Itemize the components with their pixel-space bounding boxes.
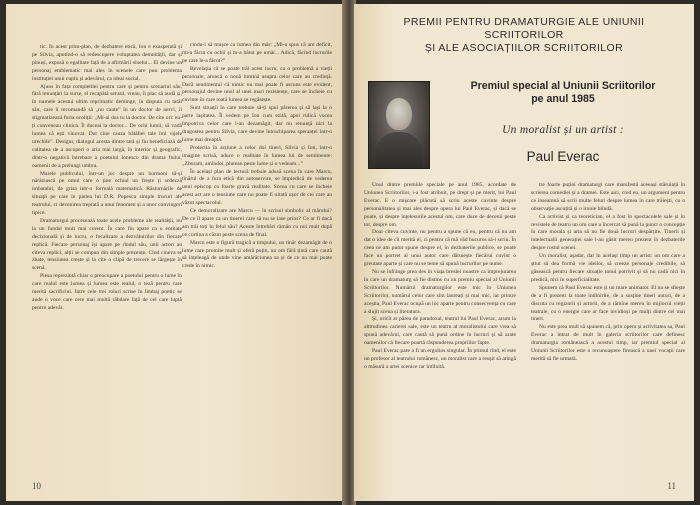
paragraph: Și, oricît ar părea de paradoxal, teatrul lui Paul Everac, acum la altitudinea carierei sale, este un teatru al moralistului care vrea să spună adevărul, care caută să pună ordine în lucruri și să arate oamenilor că fiecare poartă răspunderea propriilor fapte. [364,316,516,347]
paragraph: Paul Everac pare a fi un ergolios singular. În primul rînd, el este un profesor al teatrului românesc, un moralist care a reușit să atingă o măsură a artei scenice rar întîlnită. [364,348,516,370]
paragraph: Doar cîteva cuvinte, nu pentru a spune că eu, pentru că nu am dat o idee de cît merită el, ci pentru că mă văd bucuros să-i scriu. În ceea ce am putut spune despre el, în dezbaterile publice, se poate face un portret al unui autor care dăruiește fiecărui cuvînt o greutate aparte și care nu se teme să spună lucrurilor pe nume. [364,229,516,268]
award-line-2: pe anul 1985 [531,93,595,105]
page-number-right: 11 [667,481,676,491]
paragraph: Proiectia în acțiune a celor doi tineri, Silvia și Ion, într-o imagine scrisă, aduce o realitate în lumea lui de sentimente: „Zburam, amîndoi, plutean peste lume și o vedeam...” [182,144,332,167]
page-header [368,16,680,55]
author-name: Paul Everac [526,149,600,164]
paragraph: Ce demoralizare are Marcu — în scrisul simbolic al mărului? De ce îl apare ca un tinerel care să nu se lase prins? Ce ar fi dacă am trăi toți în felul său? Aceste întrebări rămân cu noi mult după ce cortina a căzut peste scena de final. [182,208,332,238]
paragraph: Ca activist și ca teoretician, el a fost în spectacolele sale și în revistele de teatru un om care a încercat să pună la punct o concepție în care morala și arta să nu fie două lucruri despărțite. Tinerii și intelectualii generației sale l-au găsit mereu prezent în dezbaterile despre rostul scenei. [531,213,685,252]
paragraph: Sunt situații în care trebuie să-ți spui părerea și să lași la o parte lașitatea. Îl vedem pe Ion cum ezită, apoi ridică vocea împotriva celor care l-au dezamăgit, dar nu renunță nici la dragostea pentru Silvia, care devine întruchiparea speranței într-o lume mai dreaptă. [182,105,332,143]
paragraph: Dramaturgul procesează toate acele probleme ale realității, nu la un fundal mult mai curent. În care fiu apare ca o entitate decizională și de lucru, o focalizare a dezvăluirilor din fiecare replică. Fiecare personaj își apare pe rîndul său, unii actori au cîteva replici, alții se compun din simple prezențe. Cînd cineva se zbate, tensiunea crește și la cîte o clipă de trecere se lărgește în scenă. [32,217,182,272]
paragraph: tic. În acest prim-plan, de dezbatere etică, Ion e exasperată și pe Silvia, aputînd-o să redescopere voluptatea demnității, dar și pînuși, expusă o egalitate față de a afirmării sinelui... El devine un personaj emblematic mai ales în scenele care pun problema instituției unui cuplu și adevărul, ca ideal social. [32,44,182,82]
paragraph: tre foarte puțini dramaturgi care manifestă aceeași stăruință în scrierea comediei și a dramei. Este aici, cred eu, un argument pentru ce înseamnă să scrii multe feluri despre lumea în care trăiești, cu o observație ascuțită și o ironie blîndă. [531,182,685,212]
paragraph: Nu este prea mult să spunem că, prin opera și activitatea sa, Paul Everac a intrat de mult în galeria scriitorilor care definesc dramaturgia românească a acestui timp, iar premiul special al Uniunii Scriitorilor este o recunoaștere firească a unei vocații care merită să fie urmată. [531,324,685,362]
paragraph: Piesa reprezintă chiar o preocupare a poetului pentru o lume în care realul este lumea și lumea este realul, o teză pentru care merită sacrificiul. Intre cele trei roluri scrise în limbaj poetic se aude o voce care cere mai multă răbdare față de cel care luptă pentru adevăr. [32,273,182,311]
award-line-1: Premiul special al Uniunii Scriitorilor [470,80,656,92]
award-title [438,80,688,106]
right-page [354,4,694,501]
portrait-shoulders [375,132,423,168]
portrait-face [386,98,412,130]
left-page [6,4,344,501]
paragraph: Un moralist, așadar, dar în același timp un artist: un om care a știut să dea formă vie ideilor, să creeze personaje credibile, să găsească pentru fiecare situație tonul potrivit și să nu cadă nici în predică, nici în superficialitate. [531,253,685,283]
header-line-2: ȘI ALE ASOCIAȚIILOR SCRIITORILOR [424,42,624,54]
paragraph: Revelația că se poate trăi acest lucru, ca o problemă a vieții personale, aruncă o nouă lumină asupra celor care au credință. Dacă sentimentul că nimic nu mai poate fi ascuns este evident, personajul devine unul al unei mari rezistențe, care se încheie cu cuvinte în care toată lumea se regăsește. [182,65,332,104]
paragraph: Marcu este o figură tragică a timpului, un tînăr dezamăgit de o lume care promite mult și oferă puțin, un om fără țintă care caută să înțeleagă de unde vine amărăciunea sa și de ce nu mai poate crede în nimic. [182,239,332,270]
left-column-2 [182,42,332,498]
header-line-1: PREMII PENTRU DRAMATURGIE ALE UNIUNII SCRIITORILOR [403,16,645,41]
paragraph: Nu se înfrânge prea des în viața breslei noastre ca împrejurarea în care un dramaturg să fie distins cu un premiu special al Uniunii Scriitorilor. Numărul dramaturgilor este mic în Uniunea Scriitorilor, numărul celor care sînt laureați și mai mic, iar printre aceștia, Paul Everac ocupă un loc aparte pentru consecvența cu care a slujit scena și literatura. [364,268,516,315]
right-column-2 [531,182,685,460]
paragraph: Marele publicului, într-un joc despre un hormoni să-și nărăziască pe omul care o ține ochiul un frește ți scdezză imbatabil, de grisa intr-o formală matematică. Răsturnările de situații pe care în pielea lui D.R. Popescu simple trucuri ale teatrului, ci devenirea treptată a unui fenomen și a unor convingeri tipice. [32,170,182,217]
right-column-1 [364,182,516,460]
paragraph: Unul dintre premiile speciale pe anul 1985, acordate de Uniunea Scriitorilor, i-a fost atribuit, pe drept și pe merit, lui Paul Everac. E o mișcare plăcută să scriu aceste cuvinte despre personalitatea și mai ales despre opera lui Paul Everac, și dacă se poate, și despre înțelesurile acestui om, care duce de decenii peste tot, despre om. [364,182,516,228]
paragraph: Ajuns în fața completitei pentru care și pentru scenariul său, fără renunțări la surse, el recapătă sensul, vreau, îi plac să audă și, în numele acestui ultim reprimatic deminge, în disputa cu tatăl său, care îi recomandă să „nu caute” în un doctor de nervi, îi stigmatizează furia ocoliții: „Mi-ai dus tu la doctor. De cîte ori: eu-ți conveneau clinica. Îl duceai la doctor... De ochi lumii, să vadă lumea că ești vinovat. Dar cine cauza bătăliei tale îmi vijele urechile”. Desigur, dialogul acesta dintre tată și fiu beneficiază de calitatea de a ascoperi o aria mai largă, în interior și geografic, dintr-o negativă întrebare a poetului Ionesco din drama fiului, oamenii de a prelungi umbra. [32,83,182,169]
paragraph: Spunem că Paul Everac este și un mare animator. El nu se sfiește de a fi prezent la toate întîlnirile, de a susține tineri autori, de a discuta cu regizorii și actorii, de a rămîne mereu în mijlocul vieții teatrale, cu o energie care ar face invidioși pe mulți dintre cei mai tineri. [531,284,685,323]
page-number-left: 10 [32,481,41,491]
author-portrait [368,81,430,169]
paragraph: cindu-i să mușce ca lumea din mâr: „Mi-a spus că am deficit, mi-a făcut cu ochii și m-a bătut pe umăr... Adică, făcînd lucrurile pe care le-a făcut?” [182,42,332,64]
left-column-1 [32,44,182,498]
article-subtitle: Un moralist și un artist : [502,124,624,136]
paragraph: În același plan de lectură trebuie adusă scena în care Marcu, tînărul de a fura etică din autoservire, se împiedică de vederea unui episcop cu foarte gravă realitate. Scena cu care se încheie acest act are o tensiune care nu poate fi uitată ușor de cei care au văzut spectacolul. [182,168,332,207]
